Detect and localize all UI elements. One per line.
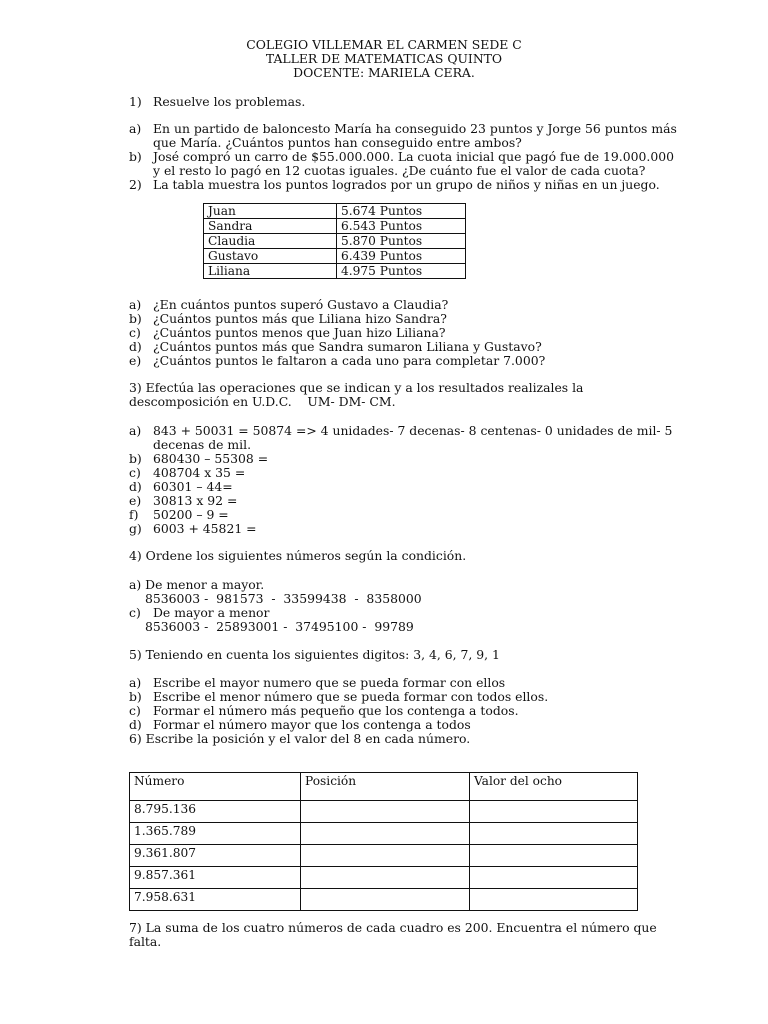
operation-label: f)	[129, 507, 139, 522]
player-name: Liliana	[204, 264, 337, 279]
position-cell[interactable]	[301, 889, 470, 911]
value-cell[interactable]	[470, 867, 638, 889]
order-a-values: 8536003 - 981573 - 33599438 - 8358000	[145, 591, 422, 606]
table-row	[130, 889, 638, 911]
problem-b-label: b)	[129, 149, 142, 164]
table-header-row	[130, 773, 638, 801]
digits-item-label: d)	[129, 717, 142, 732]
operation-text: 60301 – 44=	[153, 479, 233, 494]
section3-title-line2: descomposición en U.D.C. UM- DM- CM.	[129, 394, 396, 409]
problem-a-line2: que María. ¿Cuántos puntos han conseguido entre ambos?	[153, 135, 522, 150]
question-label: b)	[129, 311, 142, 326]
section1-number: 1)	[129, 94, 142, 109]
section7-line2: falta.	[129, 934, 162, 949]
position-cell[interactable]	[301, 845, 470, 867]
digit-value-table	[129, 772, 638, 911]
section7-line1: 7) La suma de los cuatro números de cada cuadro es 200. Encuentra el número que	[129, 920, 657, 935]
operation-label: a)	[129, 423, 142, 438]
digits-item-text: Formar el número más pequeño que los contenga a todos.	[153, 703, 519, 718]
table-row	[130, 823, 638, 845]
problem-b-line1: José compró un carro de $55.000.000. La cuota inicial que pagó fue de 19.000.000	[153, 149, 674, 164]
value-cell[interactable]	[470, 845, 638, 867]
question-label: e)	[129, 353, 142, 368]
number-cell: 9.857.361	[130, 867, 301, 889]
position-cell[interactable]	[301, 801, 470, 823]
operation-text: 50200 – 9 =	[153, 507, 229, 522]
operation-text: 30813 x 92 =	[153, 493, 238, 508]
table-row	[130, 801, 638, 823]
order-c-title: De mayor a menor	[153, 605, 270, 620]
player-points: 5.870 Puntos	[337, 234, 466, 249]
table-row	[204, 234, 466, 249]
section2-title: La tabla muestra los puntos logrados por un grupo de niños y niñas en un juego.	[153, 177, 660, 192]
operation-label: e)	[129, 493, 142, 508]
digits-item-text: Escribe el mayor numero que se pueda formar con ellos	[153, 675, 506, 690]
question-text: ¿En cuántos puntos superó Gustavo a Claudia?	[153, 297, 449, 312]
player-points: 5.674 Puntos	[337, 204, 466, 219]
digits-item-label: b)	[129, 689, 142, 704]
section1-title: Resuelve los problemas.	[153, 94, 306, 109]
player-name: Gustavo	[204, 249, 337, 264]
school-name: COLEGIO VILLEMAR EL CARMEN SEDE C	[246, 37, 522, 52]
teacher-name: DOCENTE: MARIELA CERA.	[293, 65, 475, 80]
operation-text: 408704 x 35 =	[153, 465, 246, 480]
order-c-label: c)	[129, 605, 141, 620]
table-row	[204, 204, 466, 219]
player-points: 4.975 Puntos	[337, 264, 466, 279]
number-cell: 7.958.631	[130, 889, 301, 911]
points-table	[203, 203, 466, 279]
value-cell[interactable]	[470, 823, 638, 845]
player-name: Sandra	[204, 219, 337, 234]
operation-text: 843 + 50031 = 50874 => 4 unidades- 7 decenas- 8 centenas- 0 unidades de mil- 5	[153, 423, 673, 438]
player-name: Juan	[204, 204, 337, 219]
question-text: ¿Cuántos puntos menos que Juan hizo Liliana?	[153, 325, 446, 340]
table-row	[204, 249, 466, 264]
operation-label: c)	[129, 465, 141, 480]
problem-a-label: a)	[129, 121, 142, 136]
value-cell[interactable]	[470, 801, 638, 823]
question-label: c)	[129, 325, 141, 340]
header-value: Valor del ocho	[470, 773, 638, 801]
operation-label: b)	[129, 451, 142, 466]
number-cell: 9.361.807	[130, 845, 301, 867]
section6-title: 6) Escribe la posición y el valor del 8 en cada número.	[129, 731, 471, 746]
question-label: a)	[129, 297, 142, 312]
player-points: 6.543 Puntos	[337, 219, 466, 234]
table-row	[130, 867, 638, 889]
section4-title: 4) Ordene los siguientes números según la condición.	[129, 548, 467, 563]
operation-label: g)	[129, 521, 142, 536]
position-cell[interactable]	[301, 823, 470, 845]
question-label: d)	[129, 339, 142, 354]
section2-number: 2)	[129, 177, 142, 192]
header-number: Número	[130, 773, 301, 801]
question-text: ¿Cuántos puntos le faltaron a cada uno para completar 7.000?	[153, 353, 546, 368]
operation-text: 680430 – 55308 =	[153, 451, 269, 466]
table-row	[204, 264, 466, 279]
number-cell: 8.795.136	[130, 801, 301, 823]
section5-title: 5) Teniendo en cuenta los siguientes digitos: 3, 4, 6, 7, 9, 1	[129, 647, 500, 662]
number-cell: 1.365.789	[130, 823, 301, 845]
digits-item-text: Escribe el menor número que se pueda formar con todos ellos.	[153, 689, 549, 704]
player-name: Claudia	[204, 234, 337, 249]
question-text: ¿Cuántos puntos más que Liliana hizo Sandra?	[153, 311, 447, 326]
problem-a-line1: En un partido de baloncesto María ha conseguido 23 puntos y Jorge 56 puntos más	[153, 121, 677, 136]
section3-title-line1: 3) Efectúa las operaciones que se indican y a los resultados realizales la	[129, 380, 584, 395]
value-cell[interactable]	[470, 889, 638, 911]
workshop-title: TALLER DE MATEMATICAS QUINTO	[265, 51, 503, 66]
order-c-values: 8536003 - 25893001 - 37495100 - 99789	[145, 619, 414, 634]
digits-item-text: Formar el número mayor que los contenga a todos	[153, 717, 471, 732]
question-text: ¿Cuántos puntos más que Sandra sumaron Liliana y Gustavo?	[153, 339, 542, 354]
player-points: 6.439 Puntos	[337, 249, 466, 264]
order-a-title: a) De menor a mayor.	[129, 577, 265, 592]
header-position: Posición	[301, 773, 470, 801]
digits-item-label: a)	[129, 675, 142, 690]
digits-item-label: c)	[129, 703, 141, 718]
problem-b-line2: y el resto lo pagó en 12 cuotas iguales. ¿De cuánto fue el valor de cada cuota?	[153, 163, 646, 178]
operation-text: 6003 + 45821 =	[153, 521, 257, 536]
operation-label: d)	[129, 479, 142, 494]
operation-text: decenas de mil.	[153, 437, 252, 452]
table-row	[130, 845, 638, 867]
table-row	[204, 219, 466, 234]
position-cell[interactable]	[301, 867, 470, 889]
